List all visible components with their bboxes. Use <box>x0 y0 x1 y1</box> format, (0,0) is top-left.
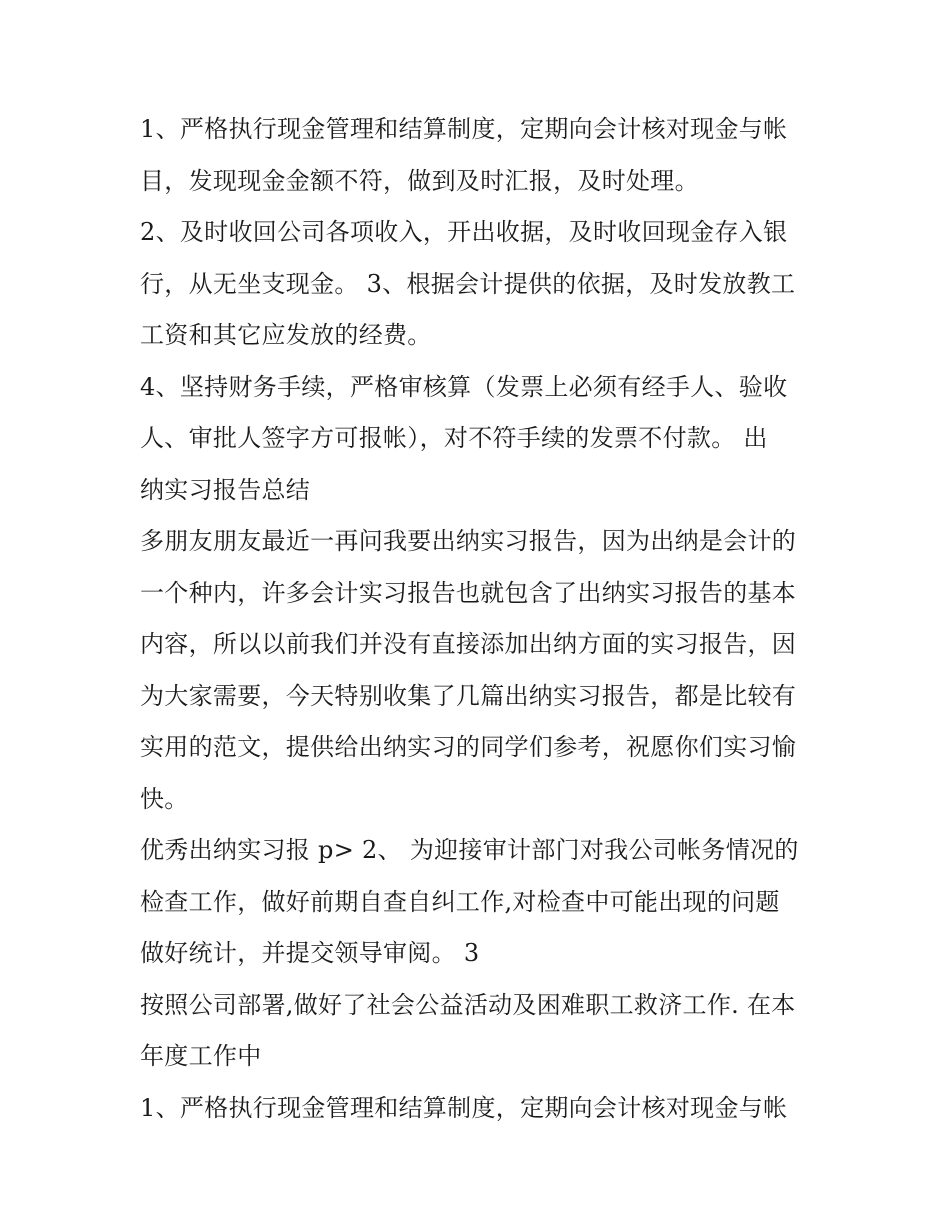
text-line: 4、坚持财务手续，严格审核算（发票上必须有经手人、验收 <box>140 372 788 401</box>
text-line: 2、及时收回公司各项收入，开出收据，及时收回现金存入银 <box>140 218 788 246</box>
text-line: 人、审批人签字方可报帐），对不符手续的发票不付款。 出 <box>140 424 768 452</box>
text-line: 工资和其它应发放的经费。 <box>140 321 432 349</box>
text-line: 为大家需要，今天特别收集了几篇出纳实习报告，都是比较有 <box>140 681 797 710</box>
text-line: 1、严格执行现金管理和结算制度，定期向会计核对现金与帐 <box>140 1093 788 1122</box>
text-line: 多朋友朋友最近一再问我要出纳实习报告，因为出纳是会计的 <box>140 527 797 555</box>
text-line: 检查工作，做好前期自查自纠工作,对检查中可能出现的问题 <box>140 887 780 916</box>
text-line: 年度工作中 <box>140 1042 262 1070</box>
text-line: 行，从无坐支现金。 3、根据会计提供的依据，及时发放教工 <box>140 269 796 298</box>
text-line: 纳实习报告总结 <box>140 475 311 504</box>
text-line: 目，发现现金金额不符，做到及时汇报，及时处理。 <box>140 166 699 195</box>
text-line: 优秀出纳实习报 p> 2、 为迎接审计部门对我公司帐务情况的 <box>140 836 799 864</box>
text-line: 快。 <box>140 784 189 813</box>
document-body <box>140 104 820 1134</box>
text-line: 1、严格执行现金管理和结算制度，定期向会计核对现金与帐 <box>140 115 788 143</box>
text-line: 按照公司部署,做好了社会公益活动及困难职工救济工作. 在本 <box>140 990 796 1019</box>
text-line: 做好统计，并提交领导审阅。 3 <box>140 939 480 967</box>
text-line: 内容，所以以前我们并没有直接添加出纳方面的实习报告，因 <box>140 630 797 658</box>
text-line: 一个种内，许多会计实习报告也就包含了出纳实习报告的基本 <box>140 578 797 607</box>
text-line: 实用的范文，提供给出纳实习的同学们参考，祝愿你们实习愉 <box>140 733 797 761</box>
